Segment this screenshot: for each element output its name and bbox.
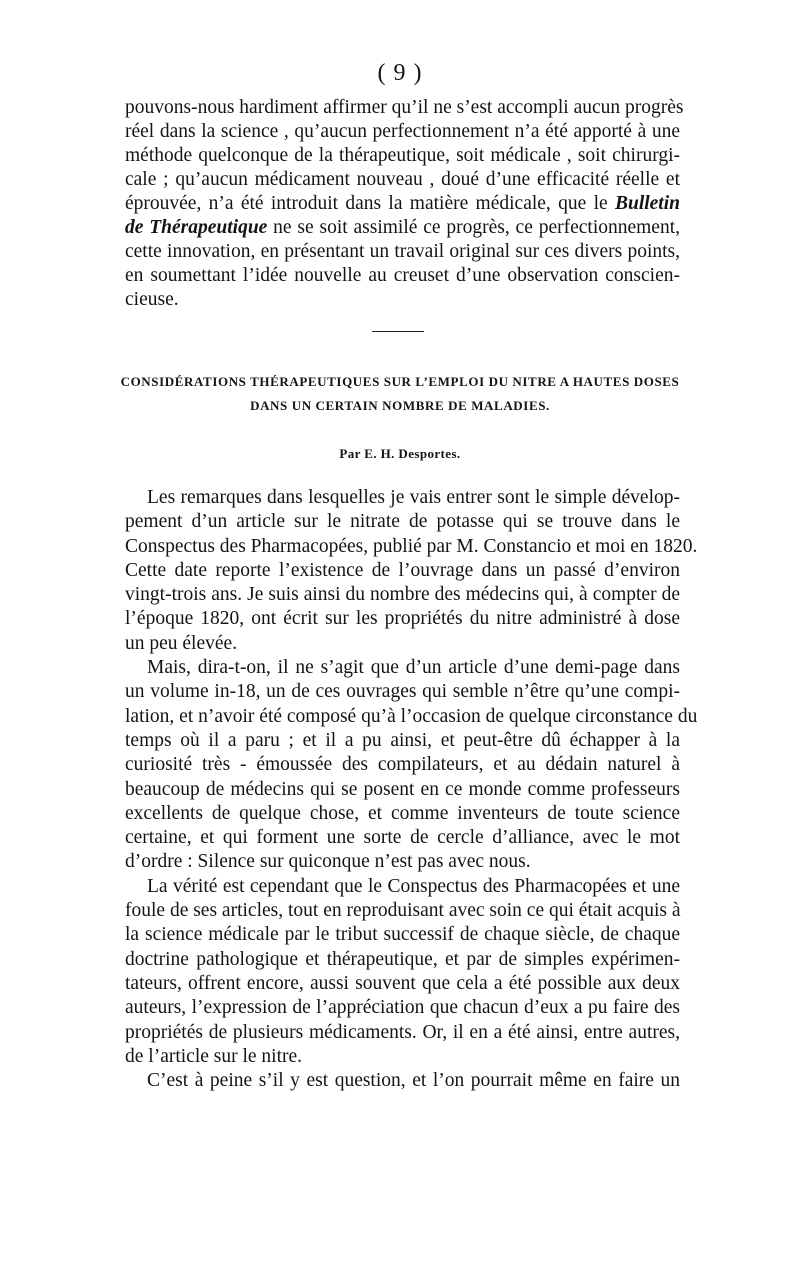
journal-title: de Thérapeutique xyxy=(125,217,268,238)
text-line: réel dans la science , qu’aucun perfectionnement n’a été apporté à une xyxy=(125,121,680,142)
text-line: Les remarques dans lesquelles je vais entrer sont le simple dévelop- xyxy=(147,487,680,508)
page-number: ( 9 ) xyxy=(377,60,423,86)
text-line: un peu élevée. xyxy=(125,632,238,654)
text-line: de l’article sur le nitre. xyxy=(125,1045,303,1067)
text-fragment: ne se soit assimilé ce progrès, ce perfectionnement, xyxy=(273,217,681,238)
section-divider xyxy=(372,331,424,332)
text-line: pouvons-nous hardiment affirmer qu’il ne s’est accompli aucun progrès xyxy=(125,97,684,118)
text-fragment: éprouvée, n’a été introduit dans la matière médicale, que le xyxy=(125,193,608,214)
text-line: cette innovation, en présentant un travail original sur ces divers points, xyxy=(125,241,680,262)
text-line: un volume in-18, un de ces ouvrages qui semble n’être qu’une compi- xyxy=(125,681,680,703)
text-line: Conspectus des Pharmacopées, publié par M. Constancio et moi en 1820. xyxy=(125,535,698,557)
article-heading-line-2: DANS UN CERTAIN NOMBRE DE MALADIES. xyxy=(250,398,550,413)
text-line: doctrine pathologique et thérapeutique, et par de simples expérimen- xyxy=(125,948,680,970)
intro-paragraph xyxy=(125,96,684,312)
article-body xyxy=(125,486,698,1093)
text-line: la science médicale par le tribut successif de chaque siècle, de chaque xyxy=(125,924,680,946)
text-line: cieuse. xyxy=(125,289,179,310)
text-line: C’est à peine s’il y est question, et l’on pourrait même en faire un xyxy=(147,1070,680,1092)
article-byline: Par E. H. Desportes. xyxy=(339,446,461,461)
text-line: en soumettant l’idée nouvelle au creuset d’une observation conscien- xyxy=(125,265,680,286)
text-line: foule de ses articles, tout en reproduisant avec soin ce qui était acquis à xyxy=(125,900,681,922)
text-line: excellents de quelque chose, et comme inventeurs de toute science xyxy=(125,802,680,824)
text-line: vingt-trois ans. Je suis ainsi du nombre des médecins qui, à compter de xyxy=(125,584,680,606)
journal-title: Bulletin xyxy=(614,193,680,214)
text-line: certaine, et qui forment une sorte de cercle d’alliance, avec le mot xyxy=(125,827,680,849)
article-heading-line-1: CONSIDÉRATIONS THÉRAPEUTIQUES SUR L’EMPLOI DU NITRE A HAUTES DOSES xyxy=(120,374,680,389)
text-line: temps où il a paru ; et il a pu ainsi, et peut-être dû échapper à la xyxy=(125,729,680,751)
text-line: La vérité est cependant que le Conspectus des Pharmacopées et une xyxy=(147,875,680,897)
text-line: Cette date reporte l’existence de l’ouvrage dans un passé d’environ xyxy=(125,559,680,581)
text-line: propriétés de plusieurs médicaments. Or, il en a été ainsi, entre autres, xyxy=(125,1021,680,1043)
text-line: lation, et n’avoir été composé qu’à l’occasion de quelque circonstance du xyxy=(125,705,698,727)
text-line: méthode quelconque de la thérapeutique, soit médicale , soit chirurgi- xyxy=(125,145,680,166)
text-line: cale ; qu’aucun médicament nouveau , doué d’une efficacité réelle et xyxy=(125,169,680,190)
text-line: auteurs, l’expression de l’appréciation que chacun d’eux a pu faire des xyxy=(125,997,680,1019)
text-line: pement d’un article sur le nitrate de potasse qui se trouve dans le xyxy=(125,511,680,533)
text-line: tateurs, offrent encore, aussi souvent que cela a été possible aux deux xyxy=(125,972,680,994)
text-line xyxy=(125,192,680,216)
text-line: curiosité très - émoussée des compilateurs, et au dédain naturel à xyxy=(125,754,680,776)
text-line: beaucoup de médecins qui se posent en ce monde comme professeurs xyxy=(125,778,680,800)
text-line: d’ordre : Silence sur quiconque n’est pas avec nous. xyxy=(125,851,531,873)
text-line: l’époque 1820, ont écrit sur les propriétés du nitre administré à dose xyxy=(125,608,680,630)
text-line xyxy=(125,216,680,240)
text-line: Mais, dira-t-on, il ne s’agit que d’un article d’une demi-page dans xyxy=(147,657,680,679)
